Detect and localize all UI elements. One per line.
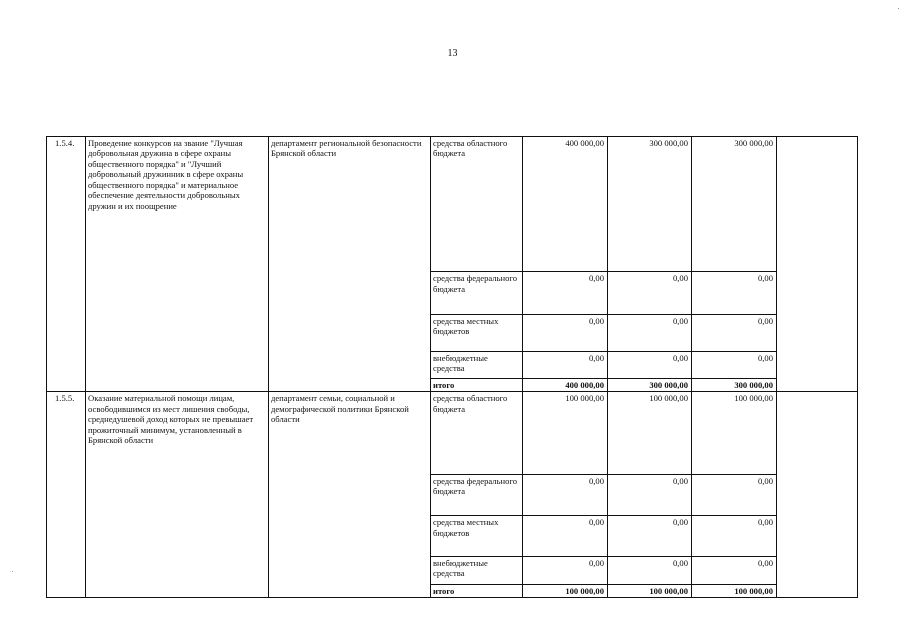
measure-name: Оказание материальной помощи лицам, освободившимся из мест лишения свободы, среднедушевой доход которых не превышает прожиточный минимум, установленный в Брянской области — [86, 392, 269, 598]
scan-speck — [12, 571, 13, 572]
total-label: итого — [431, 379, 523, 392]
funding-source: средства местных бюджетов — [431, 516, 523, 556]
amount-cell: 0,00 — [692, 351, 777, 378]
amount-cell: 0,00 — [608, 272, 692, 314]
amount-cell: 0,00 — [692, 474, 777, 515]
total-amount: 100 000,00 — [692, 584, 777, 597]
amount-cell: 0,00 — [692, 556, 777, 584]
funding-source: средства федерального бюджета — [431, 272, 523, 314]
empty-cell — [777, 137, 858, 392]
table-row — [47, 392, 858, 475]
total-label: итого — [431, 584, 523, 597]
page-number: 13 — [447, 48, 458, 59]
amount-cell: 0,00 — [608, 351, 692, 378]
amount-cell: 300 000,00 — [608, 137, 692, 272]
funding-source: средства местных бюджетов — [431, 314, 523, 351]
total-amount: 300 000,00 — [608, 379, 692, 392]
measure-code: 1.5.4. — [47, 137, 86, 392]
budget-table — [46, 136, 858, 598]
total-amount: 300 000,00 — [692, 379, 777, 392]
measure-code: 1.5.5. — [47, 392, 86, 598]
amount-cell: 0,00 — [523, 272, 608, 314]
total-amount: 400 000,00 — [523, 379, 608, 392]
measure-executor: департамент региональной безопасности Брянской области — [269, 137, 431, 392]
amount-cell: 400 000,00 — [523, 137, 608, 272]
funding-source: средства областного бюджета — [431, 137, 523, 272]
amount-cell: 0,00 — [608, 314, 692, 351]
amount-cell: 0,00 — [692, 516, 777, 556]
amount-cell: 300 000,00 — [692, 137, 777, 272]
total-amount: 100 000,00 — [608, 584, 692, 597]
table-row — [47, 137, 858, 272]
measure-name: Проведение конкурсов на звание "Лучшая добровольная дружина в сфере охраны общественного порядка" и "Лучший добровольный дружинник в сфере охраны общественного порядка" и материальное обеспечение деятельности добровольных дружин и их поощрение — [86, 137, 269, 392]
amount-cell: 0,00 — [692, 272, 777, 314]
funding-source: внебюджетные средства — [431, 351, 523, 378]
amount-cell: 100 000,00 — [523, 392, 608, 475]
amount-cell: 0,00 — [608, 556, 692, 584]
amount-cell: 0,00 — [608, 474, 692, 515]
amount-cell: 0,00 — [523, 351, 608, 378]
amount-cell: 0,00 — [692, 314, 777, 351]
amount-cell: 0,00 — [523, 516, 608, 556]
funding-source: средства областного бюджета — [431, 392, 523, 475]
total-amount: 100 000,00 — [523, 584, 608, 597]
amount-cell: 0,00 — [523, 556, 608, 584]
amount-cell: 0,00 — [608, 516, 692, 556]
empty-cell — [777, 392, 858, 598]
funding-source: внебюджетные средства — [431, 556, 523, 584]
measure-executor: департамент семьи, социальной и демографической политики Брянской области — [269, 392, 431, 598]
amount-cell: 100 000,00 — [608, 392, 692, 475]
amount-cell: 100 000,00 — [692, 392, 777, 475]
funding-source: средства федерального бюджета — [431, 474, 523, 515]
amount-cell: 0,00 — [523, 474, 608, 515]
amount-cell: 0,00 — [523, 314, 608, 351]
scan-speck — [898, 8, 899, 9]
